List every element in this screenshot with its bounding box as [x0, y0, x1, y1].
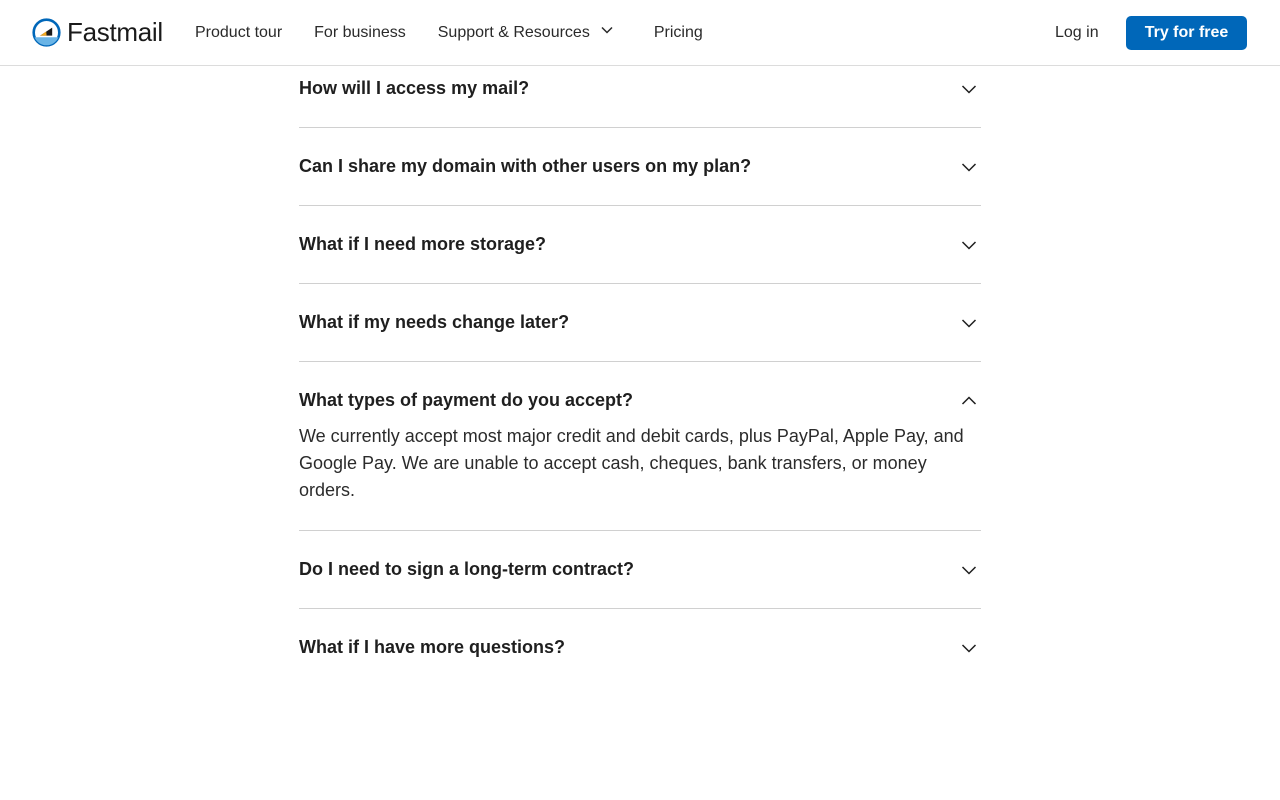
faq-question: Can I share my domain with other users on my plan? — [299, 156, 752, 176]
nav-product-tour[interactable]: Product tour — [195, 23, 283, 41]
nav-support-resources-label: Support & Resources — [437, 23, 590, 41]
chevron-down-icon — [961, 640, 977, 656]
faq-item — [299, 609, 981, 686]
faq-question: What if my needs change later? — [299, 312, 570, 332]
faq-question: How will I access my mail? — [299, 78, 530, 98]
nav-pricing[interactable]: Pricing — [653, 23, 703, 41]
chevron-down-icon — [961, 81, 977, 97]
faq-item — [299, 531, 981, 609]
faq-answer: We currently accept most major credit and debit cards, plus PayPal, Apple Pay, and Google Pay. We are unable to accept cash, cheques, bank transfers, or money orders. — [299, 426, 964, 500]
chevron-down-icon — [961, 159, 977, 175]
faq-question: What if I need more storage? — [299, 234, 547, 254]
faq-item — [299, 284, 981, 362]
faq-question: Do I need to sign a long-term contract? — [299, 559, 635, 579]
chevron-up-icon — [961, 393, 977, 409]
faq-question-toggle[interactable] — [299, 531, 981, 608]
faq-question-toggle[interactable] — [299, 206, 981, 283]
faq-item-expanded — [299, 362, 981, 531]
nav-for-business[interactable]: For business — [314, 23, 406, 41]
faq-list — [299, 50, 981, 686]
chevron-down-icon — [600, 23, 614, 42]
faq-item — [299, 206, 981, 284]
chevron-down-icon — [961, 237, 977, 253]
logo-wordmark: Fastmail — [67, 17, 163, 47]
try-for-free-button[interactable]: Try for free — [1126, 16, 1247, 50]
chevron-down-icon — [961, 562, 977, 578]
faq-question: What if I have more questions? — [299, 637, 566, 657]
faq-item — [299, 50, 981, 128]
faq-question-toggle[interactable] — [299, 609, 981, 686]
login-link[interactable]: Log in — [1055, 23, 1099, 41]
faq-question: What types of payment do you accept? — [299, 390, 634, 410]
faq-question-toggle[interactable] — [299, 128, 981, 205]
fastmail-logo[interactable] — [32, 17, 163, 47]
fastmail-logo-icon — [32, 18, 61, 47]
chevron-down-icon — [961, 315, 977, 331]
faq-question-toggle[interactable] — [299, 50, 981, 127]
faq-item — [299, 128, 981, 206]
faq-question-toggle[interactable] — [299, 284, 981, 361]
